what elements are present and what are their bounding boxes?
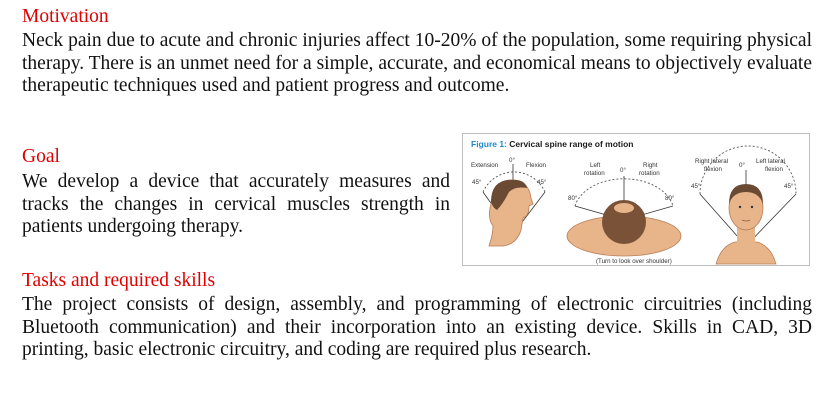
left-rotation-label-1: Left (590, 162, 601, 169)
left-lateral-label-1: Left lateral (756, 158, 785, 165)
right-lateral-label-2: flexion (704, 166, 722, 173)
panel3-left-angle: 45° (691, 183, 701, 190)
panel2-left-angle: 80° (568, 195, 578, 202)
rotation-caption: (Turn to look over shoulder) (596, 258, 672, 265)
tasks-heading: Tasks and required skills (22, 270, 216, 291)
motivation-paragraph: Neck pain due to acute and chronic injuries affect 10-20% of the population, some requiring physical therapy. There is an unmet need for a simple, accurate, and economical means to objectively evaluate therapeutic techniques used and patient progress and outcome. (22, 30, 812, 96)
figure-illustration (463, 134, 811, 267)
panel-extension-flexion (471, 157, 547, 246)
right-lateral-label-1: Right lateral (695, 158, 729, 165)
cervical-spine-figure (462, 133, 810, 266)
head-profile-icon (489, 180, 533, 246)
flexion-label: Flexion (526, 162, 546, 169)
left-rotation-label-2: rotation (584, 170, 605, 177)
panel1-left-angle: 45° (472, 179, 482, 186)
figure-title (471, 139, 634, 149)
right-rotation-label-2: rotation (639, 170, 660, 177)
left-lateral-label-2: flexion (765, 166, 783, 173)
tasks-paragraph: The project consists of design, assembly, and programming of electronic circuitries (including Bluetooth communication) and their incorporation into an existing device. Skills in CAD, 3D printing, basic electronic circuitry, and coding are required plus research. (22, 294, 812, 360)
figure-title-text: Cervical spine range of motion (509, 139, 634, 149)
right-rotation-label-1: Right (643, 162, 658, 169)
panel-lateral-flexion (691, 146, 796, 264)
panel2-right-angle: 80° (665, 195, 675, 202)
goal-heading: Goal (22, 146, 60, 167)
figure-title-prefix: Figure 1: (471, 139, 507, 149)
goal-paragraph: We develop a device that accurately measures and tracks the changes in cervical muscles strength in patients undergoing therapy. (22, 171, 450, 237)
panel1-zero-label: 0° (509, 157, 515, 164)
panel1-right-angle: 45° (537, 179, 547, 186)
panel3-zero-label: 0° (739, 162, 745, 169)
motivation-heading: Motivation (22, 6, 109, 27)
panel2-zero-label: 0° (620, 167, 626, 174)
panel-rotation (567, 162, 681, 265)
extension-label: Extension (471, 162, 499, 169)
panel3-right-angle: 45° (784, 183, 794, 190)
